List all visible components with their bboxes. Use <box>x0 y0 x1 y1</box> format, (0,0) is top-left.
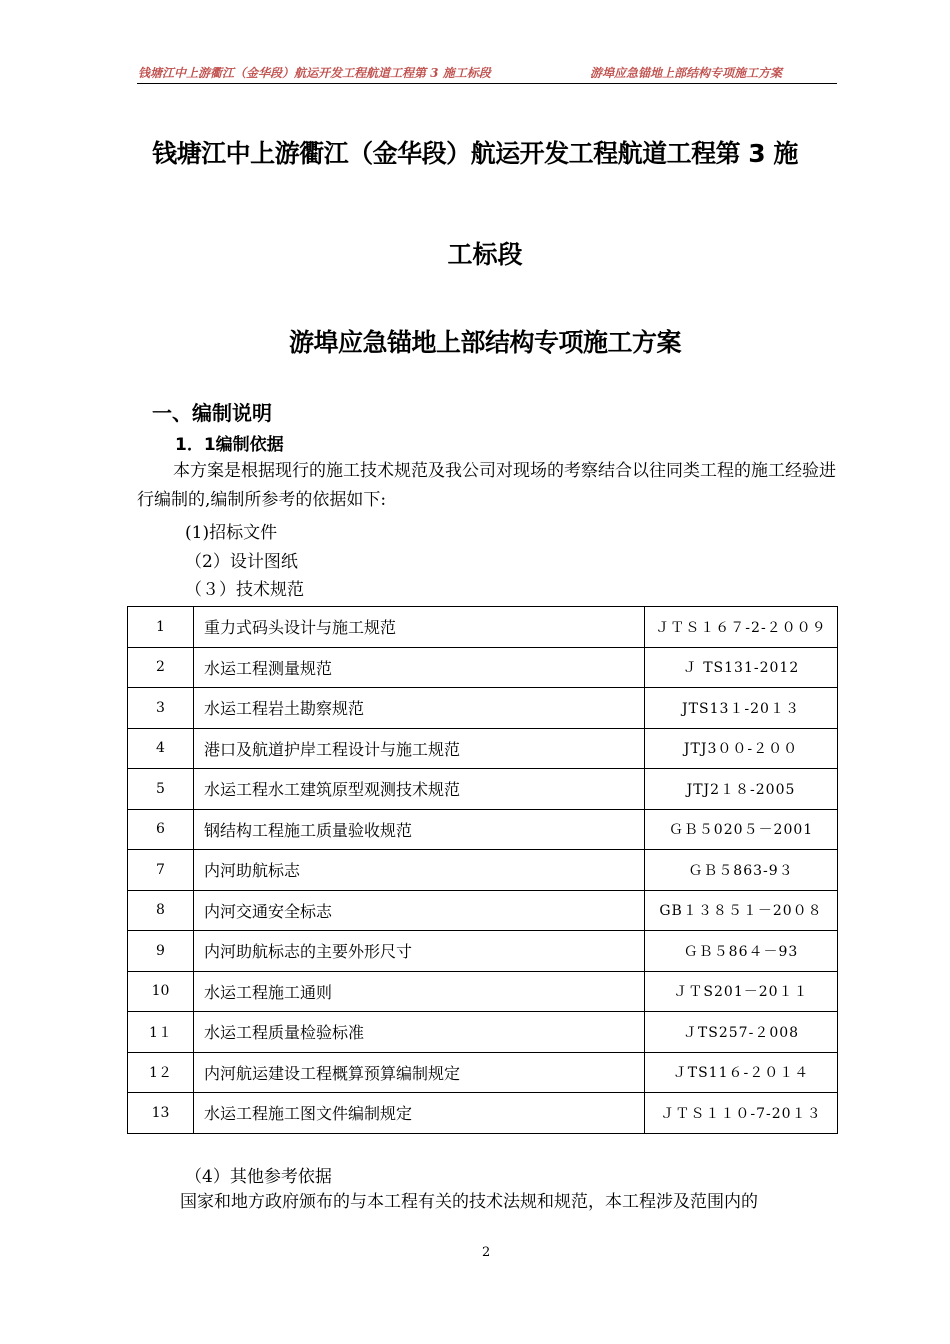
standard-name: 重力式码头设计与施工规范 <box>194 607 645 648</box>
section-heading: 一、编制说明 <box>152 401 272 425</box>
header-divider <box>137 83 837 84</box>
standard-code: GB１３８５１－20０８ <box>645 890 838 931</box>
row-number: 1２ <box>128 1052 194 1093</box>
standard-name: 港口及航道护岸工程设计与施工规范 <box>194 728 645 769</box>
page-number: 2 <box>482 1245 491 1260</box>
row-number: 10 <box>128 971 194 1012</box>
standard-code: ＪＴＳ１６７-2-２００９ <box>645 607 838 648</box>
running-header <box>138 64 835 81</box>
table-row <box>128 1052 838 1093</box>
other-basis-heading: （4）其他参考依据 <box>185 1167 332 1187</box>
standard-name: 内河交通安全标志 <box>194 890 645 931</box>
standard-code: ＪTS257-２008 <box>645 1012 838 1053</box>
row-number: 13 <box>128 1093 194 1134</box>
header-right: 游埠应急锚地上部结构专项施工方案 <box>590 66 783 80</box>
row-number: 8 <box>128 890 194 931</box>
standard-code: JTS13１-20１３ <box>645 688 838 729</box>
title-line-3: 游埠应急锚地上部结构专项施工方案 <box>288 328 681 357</box>
standard-code: ＧＢ５86４－93 <box>645 931 838 972</box>
standard-name: 水运工程岩土勘察规范 <box>194 688 645 729</box>
other-basis-text: 国家和地方政府颁布的与本工程有关的技术法规和规范，本工程涉及范围内的 <box>180 1192 758 1212</box>
row-number: 1 <box>128 607 194 648</box>
table-row <box>128 890 838 931</box>
sub-heading: 1．1编制依据 <box>175 435 284 455</box>
header-left: 钱塘江中上游衢江（金华段）航运开发工程航道工程第 3 施工标段 <box>138 66 491 80</box>
row-number: 1１ <box>128 1012 194 1053</box>
standard-code: Ｊ TS131-2012 <box>645 647 838 688</box>
standard-name: 水运工程施工图文件编制规定 <box>194 1093 645 1134</box>
standard-name: 内河航运建设工程概算预算编制规定 <box>194 1052 645 1093</box>
table-row <box>128 971 838 1012</box>
standard-name: 水运工程水工建筑原型观测技术规范 <box>194 769 645 810</box>
standard-code: JTJ3００-２００ <box>645 728 838 769</box>
basis-item: （2）设计图纸 <box>185 552 298 572</box>
standard-name: 内河助航标志 <box>194 850 645 891</box>
row-number: 9 <box>128 931 194 972</box>
standard-code: ＧＢ５020５－2001 <box>645 809 838 850</box>
standards-table <box>127 606 838 1134</box>
table-row <box>128 931 838 972</box>
table-row <box>128 728 838 769</box>
standard-code: ＪＴS201－20１１ <box>645 971 838 1012</box>
table-row <box>128 688 838 729</box>
table-row <box>128 1093 838 1134</box>
basis-item: （３）技术规范 <box>185 580 304 600</box>
table-row <box>128 769 838 810</box>
table-row <box>128 850 838 891</box>
intro-paragraph: 本方案是根据现行的施工技术规范及我公司对现场的考察结合以往同类工程的施工经验进行编制的,编制所参考的依据如下: <box>137 461 836 510</box>
standard-code: ＪＴＳ１１０-7-20１３ <box>645 1093 838 1134</box>
standard-code: ＪTS11６-２０１４ <box>645 1052 838 1093</box>
standard-name: 水运工程施工通则 <box>194 971 645 1012</box>
table-row <box>128 607 838 648</box>
table-row <box>128 1012 838 1053</box>
table-row <box>128 809 838 850</box>
standard-code: ＧＢ５863-9３ <box>645 850 838 891</box>
row-number: 2 <box>128 647 194 688</box>
standard-name: 水运工程测量规范 <box>194 647 645 688</box>
row-number: 5 <box>128 769 194 810</box>
standard-name: 水运工程质量检验标准 <box>194 1012 645 1053</box>
title-line-2: 工标段 <box>447 240 523 269</box>
row-number: 4 <box>128 728 194 769</box>
row-number: 6 <box>128 809 194 850</box>
title-line-1: 钱塘江中上游衢江（金华段）航运开发工程航道工程第 3 施 <box>152 139 798 168</box>
row-number: 3 <box>128 688 194 729</box>
standard-name: 钢结构工程施工质量验收规范 <box>194 809 645 850</box>
row-number: 7 <box>128 850 194 891</box>
basis-item: (1)招标文件 <box>185 523 278 543</box>
table-row <box>128 647 838 688</box>
standard-name: 内河助航标志的主要外形尺寸 <box>194 931 645 972</box>
standard-code: JTJ2１８-2005 <box>645 769 838 810</box>
